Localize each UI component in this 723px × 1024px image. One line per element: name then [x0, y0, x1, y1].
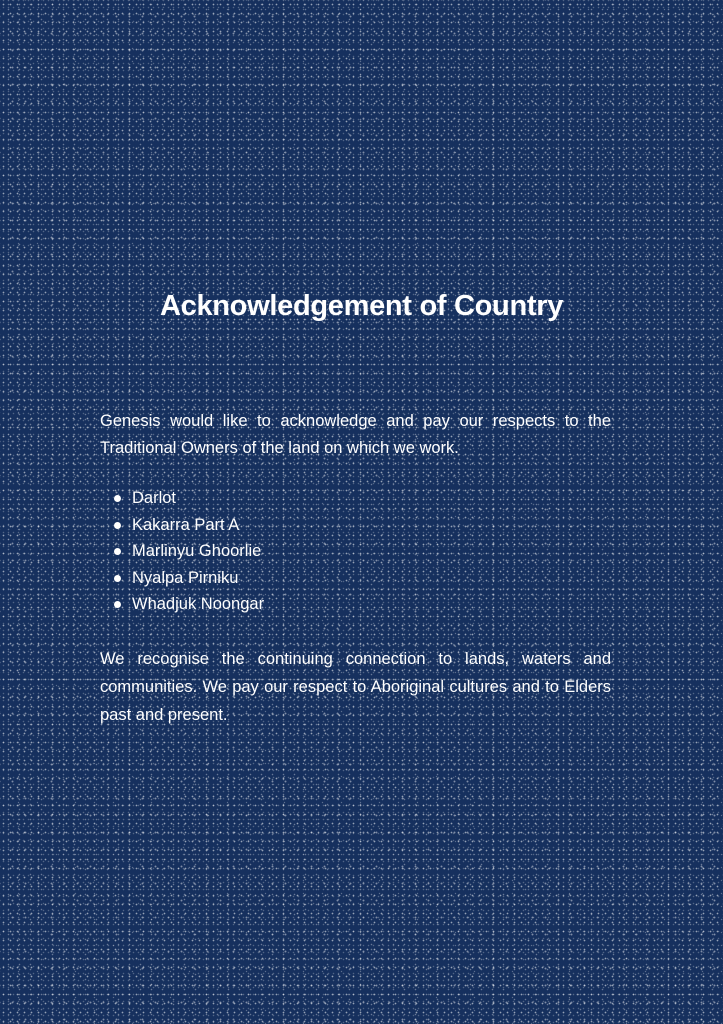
closing-paragraph: We recognise the continuing connection to lands, waters and communities. We pay our respect to Aboriginal cultures and to Elders past and present.	[100, 650, 611, 724]
intro-paragraph: Genesis would like to acknowledge and pay our respects to the Traditional Owners of the land on which we work.	[100, 412, 611, 457]
list-item	[100, 485, 611, 512]
traditional-owners-list	[100, 485, 611, 618]
bullet-icon	[114, 548, 121, 555]
list-item	[100, 538, 611, 565]
list-item-label: Whadjuk Noongar	[132, 595, 265, 614]
list-item-label: Nyalpa Pirniku	[132, 568, 239, 587]
list-item	[100, 512, 611, 539]
list-item	[100, 591, 611, 618]
list-item-label: Darlot	[132, 489, 177, 507]
bullet-icon	[114, 575, 121, 582]
page-title: Acknowledgement of Country	[159, 290, 564, 322]
list-item	[100, 565, 611, 592]
list-item-label: Kakarra Part A	[132, 515, 240, 534]
bullet-icon	[114, 522, 121, 529]
bullet-icon	[114, 495, 121, 502]
bullet-icon	[114, 601, 121, 608]
list-item-label: Marlinyu Ghoorlie	[132, 542, 262, 561]
